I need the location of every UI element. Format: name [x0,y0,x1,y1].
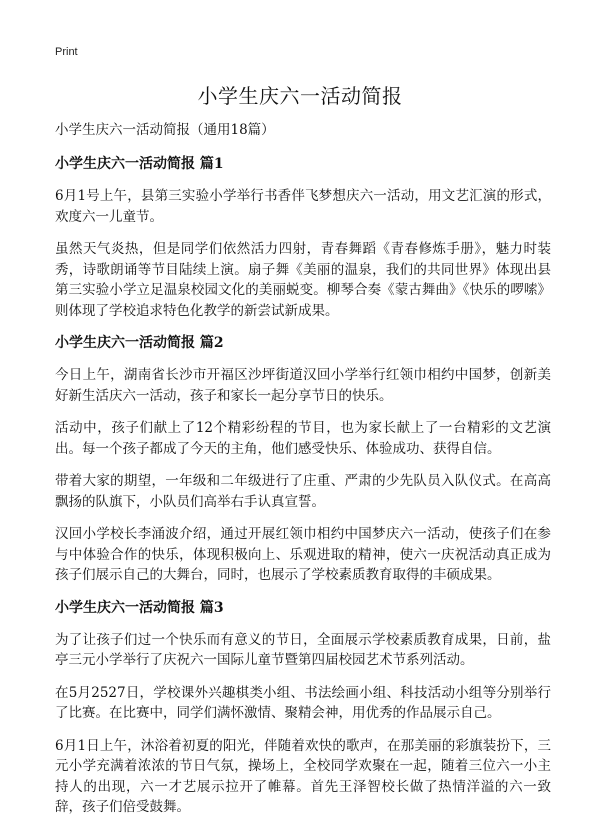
paragraph: 带着大家的期望，一年级和二年级进行了庄重、严肃的少先队员入队仪式。在高高飘扬的队旗下，小队员们高举右手认真宣誓。 [55,473,551,510]
document-body [55,120,551,830]
paragraph: 活动中，孩子们献上了12个精彩纷程的节目，也为家长献上了一台精彩的文艺演出。每一个孩子都成了今天的主角，他们感受快乐、体验成功、获得自信。 [55,420,551,457]
paragraph: 6月1日上午，沐浴着初夏的阳光，伴随着欢快的歌声，在那美丽的彩旗装扮下，三元小学充满着浓浓的节日气氛，操场上，全校同学欢聚在一起，随着三位六一小主持人的出现，六一才艺展示拉开了帷幕。首先王泽智校长做了热情洋溢的六一致辞，孩子们倍受鼓舞。 [55,737,551,815]
paragraph: 为了让孩子们过一个快乐而有意义的节日，全面展示学校素质教育成果，日前，盐亭三元小学举行了庆祝六一国际儿童节暨第四届校园艺术节系列活动。 [55,631,551,668]
paragraph: 在5月2527日，学校课外兴趣棋类小组、书法绘画小组、科技活动小组等分别举行了比赛。在比赛中，同学们满怀激情、聚精会神，用优秀的作品展示自己。 [55,684,551,721]
section-heading: 小学生庆六一活动简报 篇2 [55,335,224,351]
paragraph: 虽然天气炎热，但是同学们依然活力四射，青春舞蹈《青春修炼手册》，魅力时装秀，诗歌朗诵等节目陆续上演。扇子舞《美丽的温泉，我们的共同世界》体现出县第三实验小学立足温泉校园文化的美丽蜕变。柳琴合奏《蒙古舞曲》《快乐的啰嗦》则体现了学校追求特色化教学的新尝试新成果。 [55,241,551,319]
paragraph: 今日上午，湖南省长沙市开福区沙坪街道汉回小学举行红领巾相约中国梦，创新美好新生活庆六一活动，孩子和家长一起分享节日的快乐。 [55,367,551,404]
page-title: 小学生庆六一活动简报 [197,84,403,108]
section-1 [55,154,551,321]
paragraph: 6月1号上午，县第三实验小学举行书香伴飞梦想庆六一活动，用文艺汇演的形式，欢度六一儿童节。 [55,188,551,225]
print-link[interactable]: Print [55,46,78,58]
document-subtitle: 小学生庆六一活动简报（通用18篇） [55,122,275,138]
section-heading: 小学生庆六一活动简报 篇3 [55,599,224,616]
section-heading: 小学生庆六一活动简报 篇1 [55,156,224,172]
paragraph: 汉回小学校长李涌波介绍，通过开展红领巾相约中国梦庆六一活动，使孩子们在参与中体验合作的快乐，体现积极向上、乐观进取的精神，使六一庆祝活动真正成为孩子们展示自己的大舞台，同时，也展示了学校素质教育取得的丰硕成果。 [55,526,551,583]
section-2 [55,333,551,586]
section-3 [55,598,551,818]
